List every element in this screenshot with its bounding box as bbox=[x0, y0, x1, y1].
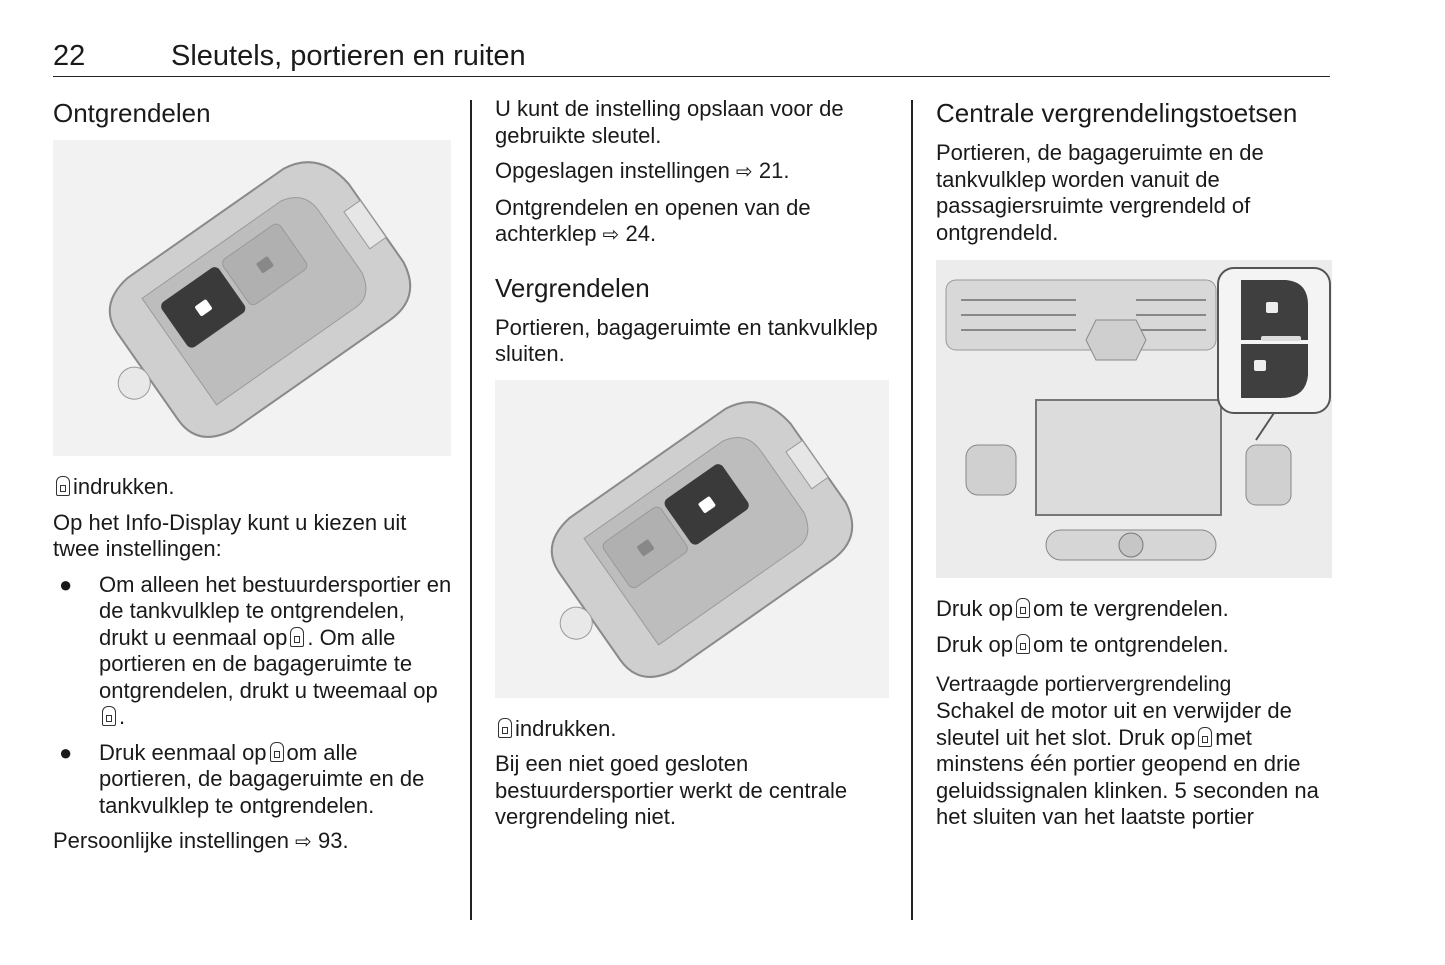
list-item: ● Om alleen het bestuurdersportier en de tankvulklep te ontgrendelen, drukt u eenmaal op . Om alle portieren en de bagageruimte te ontgrendelen, drukt u tweemaal op. bbox=[59, 571, 452, 729]
section-title: Sleutels, portieren en ruiten bbox=[171, 40, 526, 72]
lock-press-text: indrukken. bbox=[515, 715, 617, 741]
unlock-key-icon bbox=[56, 476, 70, 496]
page-ref-arrow-icon: ⇨ bbox=[602, 224, 620, 246]
info-display-intro: Op het Info-Display kunt u kiezen uit twee instellingen: bbox=[53, 509, 407, 561]
unlock-key-icon bbox=[290, 627, 304, 647]
key-fob-unlock-illustration bbox=[53, 140, 451, 456]
settings-list bbox=[53, 572, 453, 820]
saved-settings-ref[interactable]: Opgeslagen instellingen ⇨ 21. bbox=[495, 158, 790, 183]
column-divider-2 bbox=[911, 100, 913, 920]
driver-door-note: Bij een niet goed gesloten bestuurdersportier werkt de centrale vergrendeling niet. bbox=[495, 751, 848, 829]
heading-central-locking-buttons: Centrale vergrendelingstoetsen bbox=[936, 98, 1298, 128]
key-fob-lock-illustration bbox=[495, 380, 889, 698]
column-2 bbox=[495, 96, 895, 840]
unlock-instruction: Druk op om te ontgrendelen. bbox=[936, 631, 1229, 657]
lock-instruction: Druk op om te vergrendelen. bbox=[936, 596, 1229, 621]
unlock-press-text: indrukken. bbox=[73, 474, 175, 499]
central-locking-description: Portieren, de bagageruimte en de tankvulklep worden vanuit de passagiersruimte vergrendeld of ontgrendeld. bbox=[936, 140, 1264, 245]
column-divider-1 bbox=[470, 100, 472, 920]
lock-description: Portieren, bagageruimte en tankvulklep sluiten. bbox=[495, 314, 878, 366]
lock-key-icon bbox=[1016, 598, 1030, 618]
heading-delayed-locking: Vertraagde portiervergrendeling bbox=[936, 673, 1232, 696]
lock-key-icon bbox=[498, 718, 512, 738]
save-setting-text: U kunt de instelling opslaan voor de gebruikte sleutel. bbox=[495, 96, 844, 148]
page-ref-arrow-icon: ⇨ bbox=[295, 831, 312, 853]
lock-key-icon bbox=[1198, 727, 1212, 747]
column-3 bbox=[936, 96, 1336, 840]
heading-vergrendelen: Vergrendelen bbox=[495, 272, 650, 303]
delayed-locking-text: Schakel de motor uit en verwijder de sleutel uit het slot. Druk op met minstens één portier geopend en drie geluidssignalen klinken. 5 seconden na het sluiten van het laatste portier bbox=[936, 698, 1319, 829]
unlock-key-icon bbox=[102, 706, 116, 726]
page-ref-arrow-icon: ⇨ bbox=[735, 161, 753, 183]
unlock-key-icon bbox=[1016, 634, 1030, 654]
personal-settings-ref[interactable]: Persoonlijke instellingen ⇨ 93. bbox=[53, 828, 349, 853]
page-header bbox=[53, 40, 1330, 77]
open-tailgate-ref[interactable]: Ontgrendelen en openen van de achterklep ⇨ 24. bbox=[495, 194, 811, 246]
page-number: 22 bbox=[53, 40, 86, 72]
dashboard-central-locking-illustration bbox=[936, 260, 1332, 578]
unlock-key-icon bbox=[270, 742, 284, 762]
heading-ontgrendelen: Ontgrendelen bbox=[53, 98, 211, 128]
column-1 bbox=[53, 96, 453, 865]
list-item: ● Druk eenmaal op om alle portieren, de bagageruimte en de tankvulklep te ontgrendelen. bbox=[59, 739, 425, 818]
